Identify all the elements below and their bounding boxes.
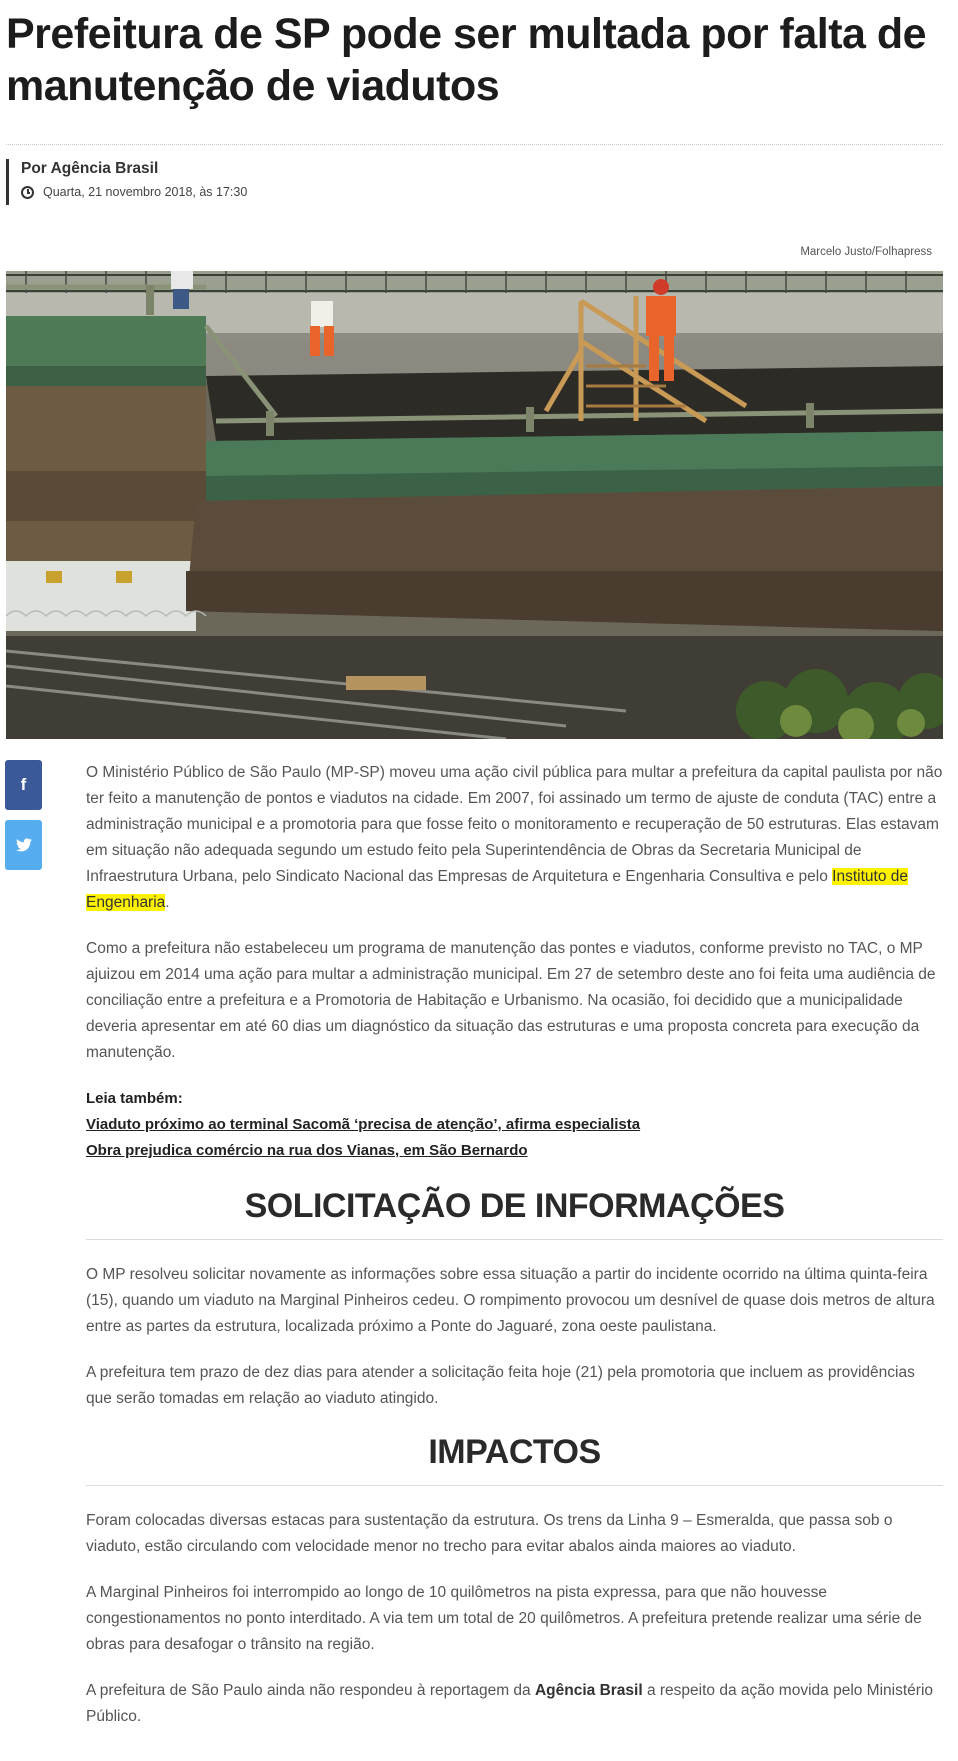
facebook-share-button[interactable] (5, 760, 42, 810)
article-body (86, 760, 943, 1750)
paragraph-1: O Ministério Público de São Paulo (MP-SP) moveu uma ação civil pública para multar a prefeitura da capital paulista por não ter feito a manutenção de pontos e viadutos na cidade. Em 2007, foi assinado um termo de ajuste de conduta (TAC) entre a administração municipal e a promotoria para que fosse feito o monitoramento e recuperação de 50 estruturas. Elas estavam em situação não adequada segundo um estudo feito pela Superintendência de Obras da Secretaria Municipal de Infraestrutura Urbana, pelo Sindicato Nacional das Empresas de Arquitetura e Engenharia Consultiva e pelo Instituto de Engenharia. (86, 764, 943, 911)
publish-date-text: Quarta, 21 novembro 2018, às 17:30 (43, 185, 248, 199)
paragraph-7: A prefeitura de São Paulo ainda não respondeu à reportagem da Agência Brasil a respeito da ação movida pelo Ministério Público. (86, 1682, 934, 1725)
article-title: Prefeitura de SP pode ser multada por falta de manutenção de viadutos (6, 10, 927, 110)
agency-name: Agência Brasil (534, 1682, 643, 1699)
read-also-link-2[interactable]: Obra prejudica comércio na rua dos Vianas, em São Bernardo (86, 1142, 528, 1159)
clock-icon (21, 186, 34, 199)
photo-credit: Marcelo Justo/Folhapress (800, 246, 932, 258)
read-also-link-1[interactable]: Viaduto próximo ao terminal Sacomã ‘precisa de atenção’, afirma especialista (86, 1116, 641, 1133)
highlighted-link[interactable]: Instituto de Engenharia (86, 868, 908, 911)
article-photo-image (6, 271, 943, 739)
byline (6, 159, 247, 205)
section-heading-impactos: IMPACTOS (86, 1432, 943, 1486)
title-divider (6, 144, 943, 145)
twitter-icon (16, 838, 32, 852)
paragraph-2: Como a prefeitura não estabeleceu um programa de manutenção das pontes e viadutos, conforme previsto no TAC, o MP ajuizou em 2014 uma ação para multar a administração municipal. Em 27 de setembro deste ano foi feita uma audiência de conciliação entre a prefeitura e a Promotoria de Habitação e Urbanismo. Na ocasião, foi decidido que a municipalidade deveria apresentar em até 60 dias um diagnóstico da situação das estruturas e uma proposta concreta para execução da manutenção. (86, 940, 936, 1061)
author-name[interactable]: Por Agência Brasil (21, 160, 159, 177)
read-also-box (86, 1086, 943, 1164)
read-also-label: Leia também: (86, 1090, 183, 1107)
article-photo (6, 271, 943, 739)
paragraph-6: A Marginal Pinheiros foi interrompido ao longo de 10 quilômetros na pista expressa, para que não houvesse congestionamentos no ponto interditado. A via tem um total de 20 quilômetros. A prefeitura pretende realizar uma série de obras para desafogar o trânsito na região. (86, 1584, 922, 1653)
section-heading-solicitacao: SOLICITAÇÃO DE INFORMAÇÕES (86, 1186, 943, 1240)
paragraph-5: Foram colocadas diversas estacas para sustentação da estrutura. Os trens da Linha 9 – Esmeralda, que passa sob o viaduto, estão circulando com velocidade menor no trecho para evitar abalos ainda maiores ao viaduto. (86, 1512, 893, 1555)
publish-date (21, 184, 247, 200)
facebook-icon: f (20, 775, 27, 794)
paragraph-3: O MP resolveu solicitar novamente as informações sobre essa situação a partir do incidente ocorrido na última quinta-feira (15), quando um viaduto na Marginal Pinheiros cedeu. O rompimento provocou um desnível de quase dois metros de altura entre as partes da estrutura, localizada próximo a Ponte do Jaguaré, zona oeste paulistana. (86, 1266, 935, 1335)
paragraph-4: A prefeitura tem prazo de dez dias para atender a solicitação feita hoje (21) pela promotoria que incluem as providências que serão tomadas em relação ao viaduto atingido. (86, 1364, 915, 1407)
twitter-share-button[interactable] (5, 820, 42, 870)
